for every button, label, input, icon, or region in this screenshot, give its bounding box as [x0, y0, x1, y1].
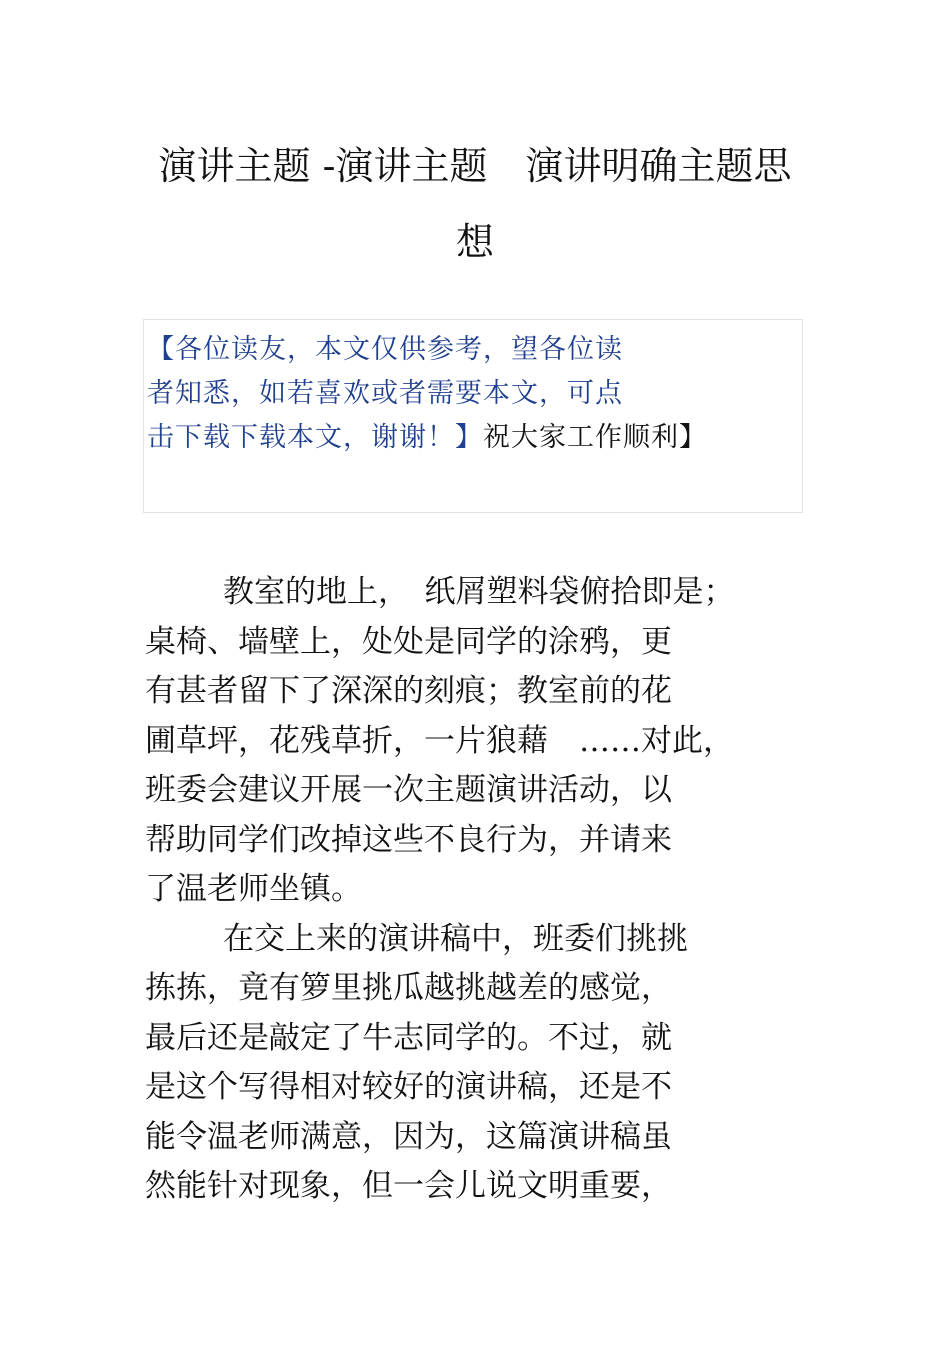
- paragraph: [145, 915, 805, 1212]
- notice-tail: 祝大家工作顺利】: [483, 422, 707, 453]
- paragraph: [145, 568, 805, 915]
- paragraph-line: 在交上来的演讲稿中，班委们挑挑: [223, 920, 688, 957]
- reader-notice-text: [147, 328, 787, 460]
- paragraph-line: 然能针对现象，但一会儿说文明重要，: [145, 1168, 672, 1204]
- document-title: [140, 128, 810, 280]
- notice-line: 者知悉，如若喜欢或者需要本文，可点: [147, 378, 623, 409]
- paragraph-line: 教室的地上， 纸屑塑料袋俯拾即是；: [223, 574, 735, 610]
- paragraph-line: 最后还是敲定了牛志同学的。不过，就: [145, 1019, 672, 1056]
- notice-line: 击下载下载本文，谢谢！】: [147, 422, 483, 453]
- title-line: 想: [455, 220, 494, 264]
- reader-notice-box: [143, 319, 803, 513]
- paragraph-line: 是这个写得相对较好的演讲稿，还是不: [145, 1069, 672, 1105]
- paragraph-line: 能令温老师满意，因为，这篇演讲稿虽: [145, 1118, 672, 1155]
- paragraph-line: 拣拣，竟有箩里挑瓜越挑越差的感觉，: [145, 970, 672, 1006]
- paragraph-line: 有甚者留下了深深的刻痕；教室前的花: [145, 673, 672, 709]
- notice-line: 【各位读友，本文仅供参考，望各位读: [147, 334, 623, 365]
- notice-line-last: [147, 416, 787, 460]
- paragraph-line: 了温老师坐镇。: [145, 871, 362, 907]
- paragraph-line: 帮助同学们改掉这些不良行为，并请来: [145, 821, 672, 858]
- paragraph-line: 桌椅、墙壁上，处处是同学的涂鸦，更: [145, 623, 672, 660]
- article-body: [145, 568, 805, 1212]
- title-line: 演讲主题 -演讲主题 演讲明确主题思: [158, 144, 792, 188]
- paragraph-line: 圃草坪，花残草折，一片狼藉 ……对此，: [145, 722, 734, 759]
- paragraph-line: 班委会建议开展一次主题演讲活动，以: [145, 772, 672, 808]
